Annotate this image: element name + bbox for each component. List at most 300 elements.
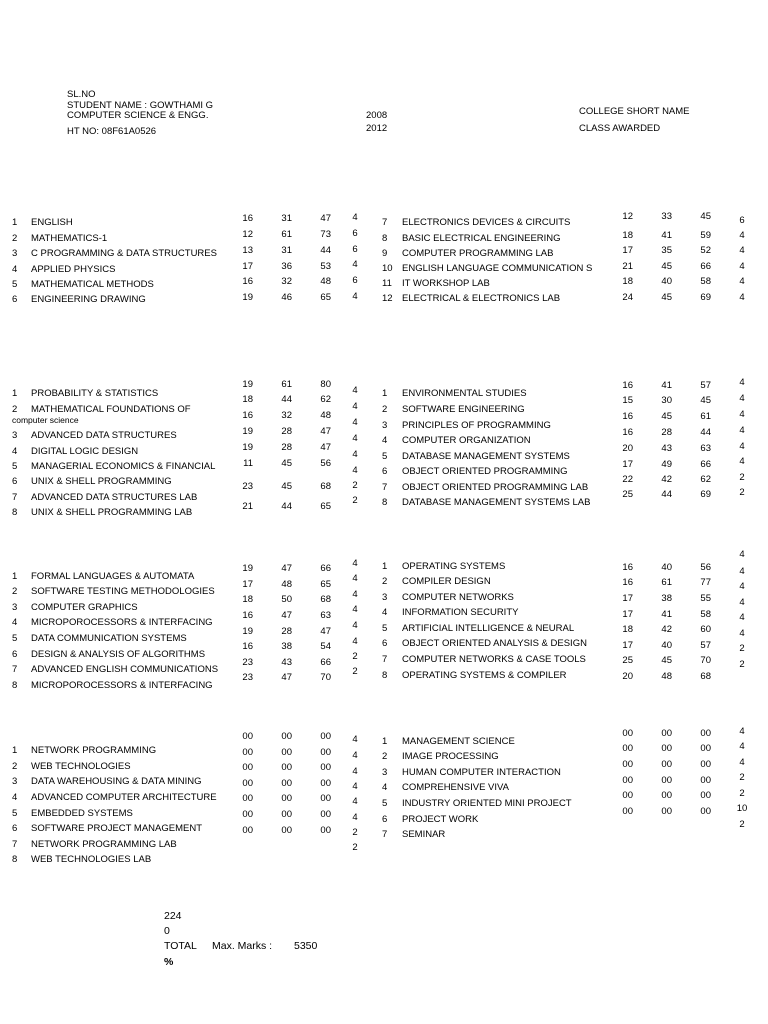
total-marks: 00 [700,743,711,754]
subject-name: NETWORK PROGRAMMING LAB [31,839,177,850]
subject-name: ENGINEERING DRAWING [31,294,146,305]
subject-serial-number: 4 [382,782,388,793]
subject-serial-number: 4 [12,792,18,803]
credits: 4 [739,230,745,241]
total-marks: 47 [320,442,331,453]
external-marks: 44 [661,489,672,500]
internal-marks: 17 [242,579,253,590]
credits: 4 [739,245,745,256]
subject-serial-number: 5 [382,623,388,634]
subject-serial-number: 3 [12,248,18,259]
subject-name: OBJECT ORIENTED PROGRAMMING LAB [402,482,589,493]
external-marks: 45 [281,481,292,492]
subject-serial-number: 2 [382,576,388,587]
internal-marks: 19 [242,426,253,437]
subject-name: SOFTWARE PROJECT MANAGEMENT [31,823,203,834]
internal-marks: 19 [242,442,253,453]
subject-name: OBJECT ORIENTED ANALYSIS & DESIGN [402,638,587,649]
subject-name: ADVANCED ENGLISH COMMUNICATIONS [31,664,219,675]
credits: 2 [739,643,745,654]
credits: 4 [352,573,358,584]
total-marks: 54 [320,641,331,652]
subject-name: IT WORKSHOP LAB [402,278,490,289]
subject-serial-number: 6 [382,638,388,649]
subject-serial-number: 8 [382,670,388,681]
credits: 4 [352,604,358,615]
total-marks: 66 [320,563,331,574]
credits: 4 [352,558,358,569]
subject-name: ELECTRONICS DEVICES & CIRCUITS [402,217,571,228]
credits: 4 [739,612,745,623]
subject-serial-number: 8 [382,233,388,244]
subject-serial-number: 11 [382,278,392,289]
total-marks: 48 [320,276,331,287]
external-marks: 45 [281,458,292,469]
subject-name: NETWORK PROGRAMMING [31,745,157,756]
internal-marks: 25 [622,655,633,666]
credits: 4 [352,734,358,745]
credits: 2 [739,772,745,783]
internal-marks: 16 [242,610,253,621]
external-marks: 42 [661,624,672,635]
subject-serial-number: 7 [12,492,18,503]
external-marks: 44 [281,501,292,512]
credits: 4 [352,212,358,223]
subject-serial-number: 7 [12,664,18,675]
total-marks: 73 [320,229,331,240]
subject-serial-number: 4 [382,607,388,618]
external-marks: 40 [661,276,672,287]
subject-name: FORMAL LANGUAGES & AUTOMATA [31,571,195,582]
credits: 2 [352,480,358,491]
external-marks: 47 [281,610,292,621]
credits: 4 [739,581,745,592]
internal-marks: 00 [242,778,253,789]
total-marks: 44 [700,427,711,438]
total-credits: 224 [164,910,182,922]
total-marks: 80 [320,379,331,390]
credits: 4 [352,812,358,823]
external-marks: 50 [281,594,292,605]
external-marks: 42 [661,474,672,485]
subject-serial-number: 4 [12,264,18,275]
subject-name: INFORMATION SECURITY [402,607,519,618]
external-marks: 35 [661,245,672,256]
subject-serial-number: 5 [12,461,18,472]
total-marks: 56 [320,458,331,469]
total-marks: 70 [700,655,711,666]
total-marks: 00 [320,809,331,820]
internal-marks: 23 [242,481,253,492]
internal-marks: 00 [622,775,633,786]
internal-marks: 16 [242,410,253,421]
subject-name: OPERATING SYSTEMS & COMPILER [402,670,567,681]
internal-marks: 12 [622,211,633,222]
total-marks: 59 [700,230,711,241]
internal-marks: 16 [242,276,253,287]
credits: 4 [352,385,358,396]
subject-name: MICROPOROCESSORS & INTERFACING [31,617,213,628]
internal-marks: 00 [242,731,253,742]
credits: 4 [352,417,358,428]
total-marks: 77 [700,577,711,588]
internal-marks: 16 [242,641,253,652]
total-marks: 48 [320,410,331,421]
total-marks: 66 [320,657,331,668]
external-marks: 61 [281,379,292,390]
credits: 6 [739,215,745,226]
total-marks: 68 [700,671,711,682]
total-marks: 58 [700,276,711,287]
subject-name: COMPUTER GRAPHICS [31,602,138,613]
credits: 4 [352,589,358,600]
total-marks: 65 [320,292,331,303]
total-marks: 00 [320,793,331,804]
subject-name: PROBABILITY & STATISTICS [31,388,159,399]
internal-marks: 23 [242,672,253,683]
total-marks: 57 [700,380,711,391]
subject-serial-number: 1 [12,388,18,399]
internal-marks: 00 [242,793,253,804]
internal-marks: 00 [622,743,633,754]
credits: 4 [739,597,745,608]
internal-marks: 17 [622,245,633,256]
subject-name: ADVANCED COMPUTER ARCHITECTURE [31,792,217,803]
credits: 4 [352,449,358,460]
credits: 4 [739,628,745,639]
subject-name: COMPUTER NETWORKS [402,592,514,603]
subject-serial-number: 2 [12,233,18,244]
external-marks: 45 [661,292,672,303]
subject-name: DIGITAL LOGIC DESIGN [31,446,139,457]
credits: 4 [352,465,358,476]
external-marks: 00 [661,790,672,801]
subject-serial-number: 6 [12,649,18,660]
subject-serial-number: 6 [12,294,18,305]
external-marks: 41 [661,380,672,391]
internal-marks: 20 [622,671,633,682]
subject-serial-number: 7 [382,829,388,840]
subject-serial-number: 3 [12,430,18,441]
subject-serial-number: 1 [12,571,18,582]
subject-serial-number: 3 [382,592,388,603]
external-marks: 61 [661,577,672,588]
total-marks: 56 [700,562,711,573]
internal-marks: 16 [622,577,633,588]
slno-label: SL.NO [67,89,96,100]
credits: 2 [352,666,358,677]
total-label: TOTAL [164,940,197,952]
total-marks: 45 [700,211,711,222]
internal-marks: 00 [622,790,633,801]
subject-name: SOFTWARE TESTING METHODOLOGIES [31,586,215,597]
internal-marks: 16 [622,411,633,422]
credits: 4 [352,636,358,647]
max-marks-label: Max. Marks : [212,940,273,952]
subject-serial-number: 3 [12,776,18,787]
external-marks: 00 [661,743,672,754]
external-marks: 45 [661,411,672,422]
external-marks: 40 [661,562,672,573]
total-marks: 52 [700,245,711,256]
internal-marks: 15 [622,395,633,406]
credits: 4 [739,757,745,768]
subject-serial-number: 5 [382,798,388,809]
total-marks: 65 [320,579,331,590]
subject-name: DATA WAREHOUSING & DATA MINING [31,776,202,787]
external-marks: 28 [281,426,292,437]
subject-name: WEB TECHNOLOGIES LAB [31,854,152,865]
internal-marks: 13 [242,245,253,256]
total-marks: 65 [320,501,331,512]
total-marks: 47 [320,213,331,224]
total-marks: 44 [320,245,331,256]
subject-name: MATHEMATICS-1 [31,233,108,244]
subject-name: DATABASE MANAGEMENT SYSTEMS LAB [402,497,591,508]
subject-name: HUMAN COMPUTER INTERACTION [402,767,561,778]
credits: 4 [739,261,745,272]
year-from: 2008 [366,110,388,121]
internal-marks: 00 [242,762,253,773]
external-marks: 31 [281,245,292,256]
student-name: STUDENT NAME : GOWTHAMI G [67,100,214,111]
total-marks: 69 [700,489,711,500]
internal-marks: 18 [242,594,253,605]
subject-name: IMAGE PROCESSING [402,751,499,762]
credits: 4 [739,292,745,303]
credits: 6 [352,228,358,239]
total-marks: 70 [320,672,331,683]
total-marks: 00 [700,759,711,770]
external-marks: 61 [281,229,292,240]
subject-name: MANAGEMENT SCIENCE [402,736,515,747]
subject-name: ADVANCED DATA STRUCTURES LAB [31,492,198,503]
subject-name: SEMINAR [402,829,446,840]
zero-value: 0 [164,925,170,937]
subject-serial-number: 1 [382,561,388,572]
external-marks: 00 [281,762,292,773]
credits: 4 [739,456,745,467]
total-marks: 00 [320,747,331,758]
internal-marks: 16 [622,562,633,573]
subject-name: ENGLISH [31,217,73,228]
internal-marks: 18 [622,230,633,241]
subject-serial-number: 8 [12,680,18,691]
external-marks: 00 [661,806,672,817]
subject-serial-number: 2 [382,751,388,762]
subject-name: ADVANCED DATA STRUCTURES [31,430,177,441]
internal-marks: 18 [622,624,633,635]
subject-name: UNIX & SHELL PROGRAMMING LAB [31,507,193,518]
internal-marks: 00 [242,825,253,836]
external-marks: 00 [281,809,292,820]
subject-name: ELECTRICAL & ELECTRONICS LAB [402,293,561,304]
total-marks: 60 [700,624,711,635]
subject-serial-number: 2 [12,404,18,415]
total-marks: 62 [320,394,331,405]
credits: 4 [352,766,358,777]
credits: 2 [739,472,745,483]
internal-marks: 20 [622,443,633,454]
subject-name: EMBEDDED SYSTEMS [31,808,133,819]
external-marks: 48 [281,579,292,590]
subject-name: COMPUTER ORGANIZATION [402,435,531,446]
credits: 2 [739,487,745,498]
credits: 4 [352,401,358,412]
credits: 6 [352,275,358,286]
subject-name: MATHEMATICAL METHODS [31,279,154,290]
subject-serial-number: 3 [12,602,18,613]
internal-marks: 23 [242,657,253,668]
subject-name: INDUSTRY ORIENTED MINI PROJECT [402,798,572,809]
internal-marks: 16 [242,213,253,224]
internal-marks: 21 [242,501,253,512]
subject-name: COMPUTER PROGRAMMING LAB [402,248,554,259]
subject-serial-number: 12 [382,293,393,304]
subject-serial-number: 7 [382,217,388,228]
credits: 10 [736,803,748,814]
percentage-symbol: % [164,956,174,968]
subject-serial-number: 7 [382,654,388,665]
total-marks: 69 [700,292,711,303]
total-marks: 00 [700,806,711,817]
internal-marks: 17 [622,459,633,470]
credits: 4 [739,276,745,287]
total-marks: 57 [700,640,711,651]
internal-marks: 00 [242,747,253,758]
credits: 4 [739,566,745,577]
external-marks: 28 [281,626,292,637]
credits: 4 [352,781,358,792]
credits: 4 [739,549,745,560]
external-marks: 32 [281,410,292,421]
subject-name: C PROGRAMMING & DATA STRUCTURES [31,248,217,259]
external-marks: 33 [661,211,672,222]
credits: 4 [352,291,358,302]
total-marks: 45 [700,395,711,406]
subject-serial-number: 4 [382,435,388,446]
internal-marks: 21 [622,261,633,272]
external-marks: 43 [661,443,672,454]
internal-marks: 00 [242,809,253,820]
subject-serial-number: 1 [382,736,388,747]
credits: 4 [739,441,745,452]
internal-marks: 00 [622,728,633,739]
subject-serial-number: 8 [12,854,18,865]
subject-name: PROJECT WORK [402,814,479,825]
external-marks: 44 [281,394,292,405]
subject-name: ENVIRONMENTAL STUDIES [402,388,527,399]
subject-name: ARTIFICIAL INTELLIGENCE & NEURAL [402,623,575,634]
total-marks: 58 [700,609,711,620]
internal-marks: 19 [242,626,253,637]
credits: 2 [739,788,745,799]
credits: 4 [739,377,745,388]
internal-marks: 00 [622,806,633,817]
internal-marks: 11 [243,458,253,469]
external-marks: 00 [661,728,672,739]
subject-serial-number: 2 [12,586,18,597]
credits: 2 [739,659,745,670]
total-marks: 00 [320,825,331,836]
subject-serial-number: 1 [12,217,18,228]
total-marks: 63 [700,443,711,454]
credits: 4 [739,425,745,436]
credits: 4 [352,433,358,444]
subject-name: BASIC ELECTRICAL ENGINEERING [402,233,561,244]
subject-name: ENGLISH LANGUAGE COMMUNICATION S [402,263,593,274]
subject-name: MATHEMATICAL FOUNDATIONS OF [31,404,191,415]
total-marks: 68 [320,594,331,605]
subject-name: COMPREHENSIVE VIVA [402,782,509,793]
external-marks: 00 [661,775,672,786]
subject-serial-number: 8 [12,507,18,518]
total-marks: 61 [700,411,711,422]
credits: 2 [739,819,745,830]
subject-serial-number: 5 [382,451,388,462]
total-marks: 68 [320,481,331,492]
external-marks: 28 [281,442,292,453]
credits: 4 [352,750,358,761]
total-marks: 00 [320,778,331,789]
total-marks: 66 [700,459,711,470]
external-marks: 00 [281,747,292,758]
subject-name: COMPUTER NETWORKS & CASE TOOLS [402,654,586,665]
external-marks: 38 [661,593,672,604]
subject-name: OBJECT ORIENTED PROGRAMMING [402,466,568,477]
internal-marks: 17 [622,593,633,604]
external-marks: 36 [281,261,292,272]
credits: 4 [352,620,358,631]
subject-name: OPERATING SYSTEMS [402,561,506,572]
subject-name: WEB TECHNOLOGIES [31,761,131,772]
total-marks: 00 [700,790,711,801]
subject-serial-number: 10 [382,263,393,274]
credits: 4 [352,259,358,270]
subject-serial-number: 8 [382,497,388,508]
total-marks: 55 [700,593,711,604]
external-marks: 38 [281,641,292,652]
internal-marks: 19 [242,379,253,390]
internal-marks: 18 [622,276,633,287]
subject-serial-number: 7 [382,482,388,493]
total-marks: 00 [320,731,331,742]
subject-name: DESIGN & ANALYSIS OF ALGORITHMS [31,649,206,660]
external-marks: 31 [281,213,292,224]
external-marks: 49 [661,459,672,470]
external-marks: 32 [281,276,292,287]
subject-serial-number: 4 [12,617,18,628]
credits: 2 [352,827,358,838]
total-marks: 00 [700,775,711,786]
subject-name: UNIX & SHELL PROGRAMMING [31,476,172,487]
external-marks: 45 [661,655,672,666]
subject-name: MICROPOROCESSORS & INTERFACING [31,680,213,691]
internal-marks: 16 [622,380,633,391]
credits: 6 [352,244,358,255]
internal-marks: 19 [242,563,253,574]
credits: 4 [739,741,745,752]
external-marks: 30 [661,395,672,406]
credits: 2 [352,651,358,662]
internal-marks: 18 [242,394,253,405]
subject-serial-number: 3 [382,420,388,431]
external-marks: 28 [661,427,672,438]
subject-name-continued: computer science [12,415,79,425]
total-marks: 62 [700,474,711,485]
subject-name: SOFTWARE ENGINEERING [402,404,525,415]
subject-name: DATABASE MANAGEMENT SYSTEMS [402,451,570,462]
